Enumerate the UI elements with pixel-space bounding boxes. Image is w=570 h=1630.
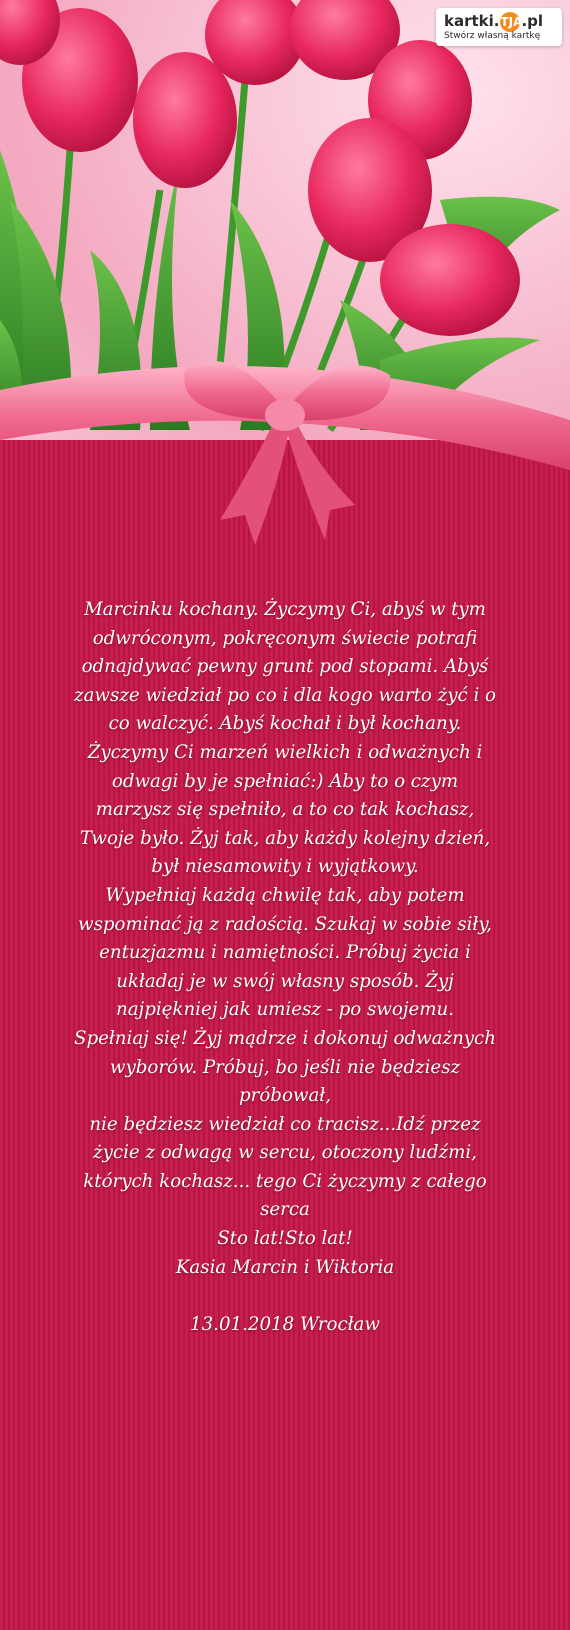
logo-name-left: kartki. — [444, 12, 500, 30]
date-place: 13.01.2018 Wrocław — [190, 1313, 380, 1335]
message-line: najpiękniej jak umiesz - po swojemu. — [116, 999, 454, 1021]
message-line: marzysz się spełniło, a to co tak kochasz, — [95, 799, 475, 821]
logo-badge: TJA — [500, 12, 520, 32]
message-line: odwróconym, pokręconym świecie potrafi — [92, 627, 478, 649]
message-line: Wypełniaj każdą chwilę tak, aby potem — [105, 884, 465, 906]
message-line: wyborów. Próbuj, bo jeśli nie będziesz — [109, 1056, 461, 1078]
message-line: Spełniaj się! Żyj mądrze i dokonuj odważnych — [74, 1027, 496, 1049]
blank-line — [20, 1282, 550, 1311]
message-signature: Kasia Marcin i Wiktoria — [175, 1256, 395, 1278]
message-line: odwagi by je spełniać:) Aby to o czym — [111, 770, 459, 792]
message-line: wspominać ją z radością. Szukaj w sobie siły, — [78, 913, 492, 935]
logo-tagline: Stwórz własną kartkę — [444, 31, 541, 41]
logo-wordmark — [444, 12, 543, 32]
message-line: próbował, — [239, 1085, 331, 1107]
message-line: zawsze wiedział po co i dla kogo warto żyć i o — [74, 684, 496, 706]
message-line: był niesamowity i wyjątkowy. — [151, 856, 419, 878]
message-line: Sto lat!Sto lat! — [217, 1228, 353, 1250]
message-line: nie będziesz wiedział co tracisz...Idź przez — [89, 1113, 481, 1135]
kartki-logo[interactable] — [436, 8, 562, 46]
message-line: Życzymy Ci marzeń wielkich i odważnych i — [87, 741, 483, 763]
message-line: entuzjazmu i namiętności. Próbuj życia i — [99, 942, 471, 964]
tulip-bouquet-illustration — [0, 0, 570, 640]
message-line: serca — [260, 1199, 310, 1221]
message-line: co walczyć. Abyś kochał i był kochany. — [108, 713, 462, 735]
message-line: układaj je w swój własny sposób. Żyj — [116, 970, 454, 992]
message-line: życie z odwagą w sercu, otoczony ludźmi, — [93, 1142, 477, 1164]
message-line: odnajdywać pewny grunt pod stopami. Abyś — [81, 656, 489, 678]
message-line: których kochasz... tego Ci życzymy z całego — [83, 1170, 487, 1192]
greeting-message — [20, 596, 550, 1339]
message-line: Twoje było. Żyj tak, aby każdy kolejny dzień, — [79, 827, 491, 849]
message-line: Marcinku kochany. Życzymy Ci, abyś w tym — [84, 599, 486, 620]
logo-name-right: .pl — [521, 12, 544, 30]
